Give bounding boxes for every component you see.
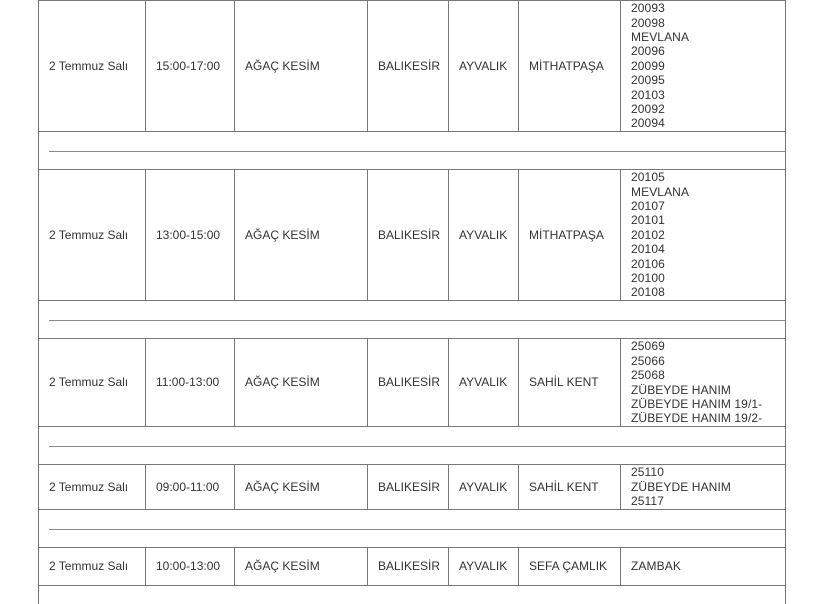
time-cell: 15:00-17:00 (146, 1, 235, 132)
spacer-cell (39, 301, 786, 339)
street-item: 20095 (631, 73, 665, 88)
street-item: 20105 (631, 170, 665, 185)
neighborhood-cell: MİTHATPAŞA (519, 170, 621, 301)
district-cell: AYVALIK (449, 465, 519, 510)
street-item: 20107 (631, 198, 665, 213)
street-item: 20093 (631, 1, 665, 16)
street-item: ZAMBAK (631, 559, 681, 574)
neighborhood-cell: SEFA ÇAMLIK (519, 548, 621, 586)
divider (49, 529, 785, 530)
street-item: ZÜBEYDE HANIM (631, 479, 731, 494)
date-cell: 2 Temmuz Salı (39, 170, 146, 301)
neighborhood-cell: SAHİL KENT (519, 339, 621, 427)
street-item: 25068 (631, 368, 665, 383)
reason-cell: AĞAÇ KESİM (235, 465, 368, 510)
spacer-cell (39, 586, 786, 604)
street-item: 25117 (631, 494, 664, 509)
street-list (631, 559, 775, 573)
streets-cell (621, 548, 786, 586)
spacer-cell (39, 510, 786, 548)
street-item: MEVLANA (631, 29, 690, 44)
table-row (39, 339, 786, 427)
street-item: 20101 (631, 213, 665, 228)
street-item: MEVLANA (631, 184, 690, 199)
table-row (39, 170, 786, 301)
spacer-row (39, 586, 786, 604)
street-list (631, 170, 775, 300)
time-cell: 13:00-15:00 (146, 170, 235, 301)
divider (49, 446, 785, 447)
table-row (39, 1, 786, 132)
table-row (39, 465, 786, 510)
street-item: 20104 (631, 242, 665, 257)
neighborhood-cell: MİTHATPAŞA (519, 1, 621, 132)
outage-table-container (38, 0, 785, 604)
street-item: ZÜBEYDE HANIM 19/2- (631, 411, 763, 426)
street-item: 20099 (631, 58, 665, 73)
city-cell: BALIKESİR (368, 170, 449, 301)
street-list (631, 339, 775, 425)
time-cell: 11:00-13:00 (146, 339, 235, 427)
street-item: 20108 (631, 285, 665, 300)
street-item: 20103 (631, 87, 665, 102)
street-item: 25069 (631, 339, 665, 354)
time-cell: 09:00-11:00 (146, 465, 235, 510)
street-item: 25110 (631, 465, 664, 480)
spacer-row (39, 132, 786, 170)
divider (49, 320, 785, 321)
street-item: 20098 (631, 15, 665, 30)
city-cell: BALIKESİR (368, 465, 449, 510)
street-item: 25066 (631, 353, 665, 368)
spacer-cell (39, 427, 786, 465)
district-cell: AYVALIK (449, 548, 519, 586)
reason-cell: AĞAÇ KESİM (235, 170, 368, 301)
streets-cell (621, 1, 786, 132)
spacer-row (39, 510, 786, 548)
street-item: 20106 (631, 256, 665, 271)
street-list (631, 465, 775, 508)
table-row (39, 548, 786, 586)
reason-cell: AĞAÇ KESİM (235, 1, 368, 132)
date-cell: 2 Temmuz Salı (39, 1, 146, 132)
district-cell: AYVALIK (449, 1, 519, 132)
time-cell: 10:00-13:00 (146, 548, 235, 586)
street-item: 20096 (631, 44, 665, 59)
street-item: 20094 (631, 116, 665, 131)
district-cell: AYVALIK (449, 339, 519, 427)
divider (49, 151, 785, 152)
street-item: 20102 (631, 227, 665, 242)
district-cell: AYVALIK (449, 170, 519, 301)
street-item: 20100 (631, 271, 665, 286)
street-item: 20092 (631, 102, 665, 117)
reason-cell: AĞAÇ KESİM (235, 548, 368, 586)
streets-cell (621, 465, 786, 510)
street-item: ZÜBEYDE HANIM 19/1- (631, 396, 763, 411)
spacer-row (39, 427, 786, 465)
streets-cell (621, 339, 786, 427)
street-item: ZÜBEYDE HANIM (631, 382, 731, 397)
city-cell: BALIKESİR (368, 339, 449, 427)
reason-cell: AĞAÇ KESİM (235, 339, 368, 427)
spacer-cell (39, 132, 786, 170)
date-cell: 2 Temmuz Salı (39, 548, 146, 586)
date-cell: 2 Temmuz Salı (39, 465, 146, 510)
outage-table (38, 0, 786, 604)
spacer-row (39, 301, 786, 339)
city-cell: BALIKESİR (368, 1, 449, 132)
street-list (631, 1, 775, 131)
date-cell: 2 Temmuz Salı (39, 339, 146, 427)
streets-cell (621, 170, 786, 301)
neighborhood-cell: SAHİL KENT (519, 465, 621, 510)
city-cell: BALIKESİR (368, 548, 449, 586)
